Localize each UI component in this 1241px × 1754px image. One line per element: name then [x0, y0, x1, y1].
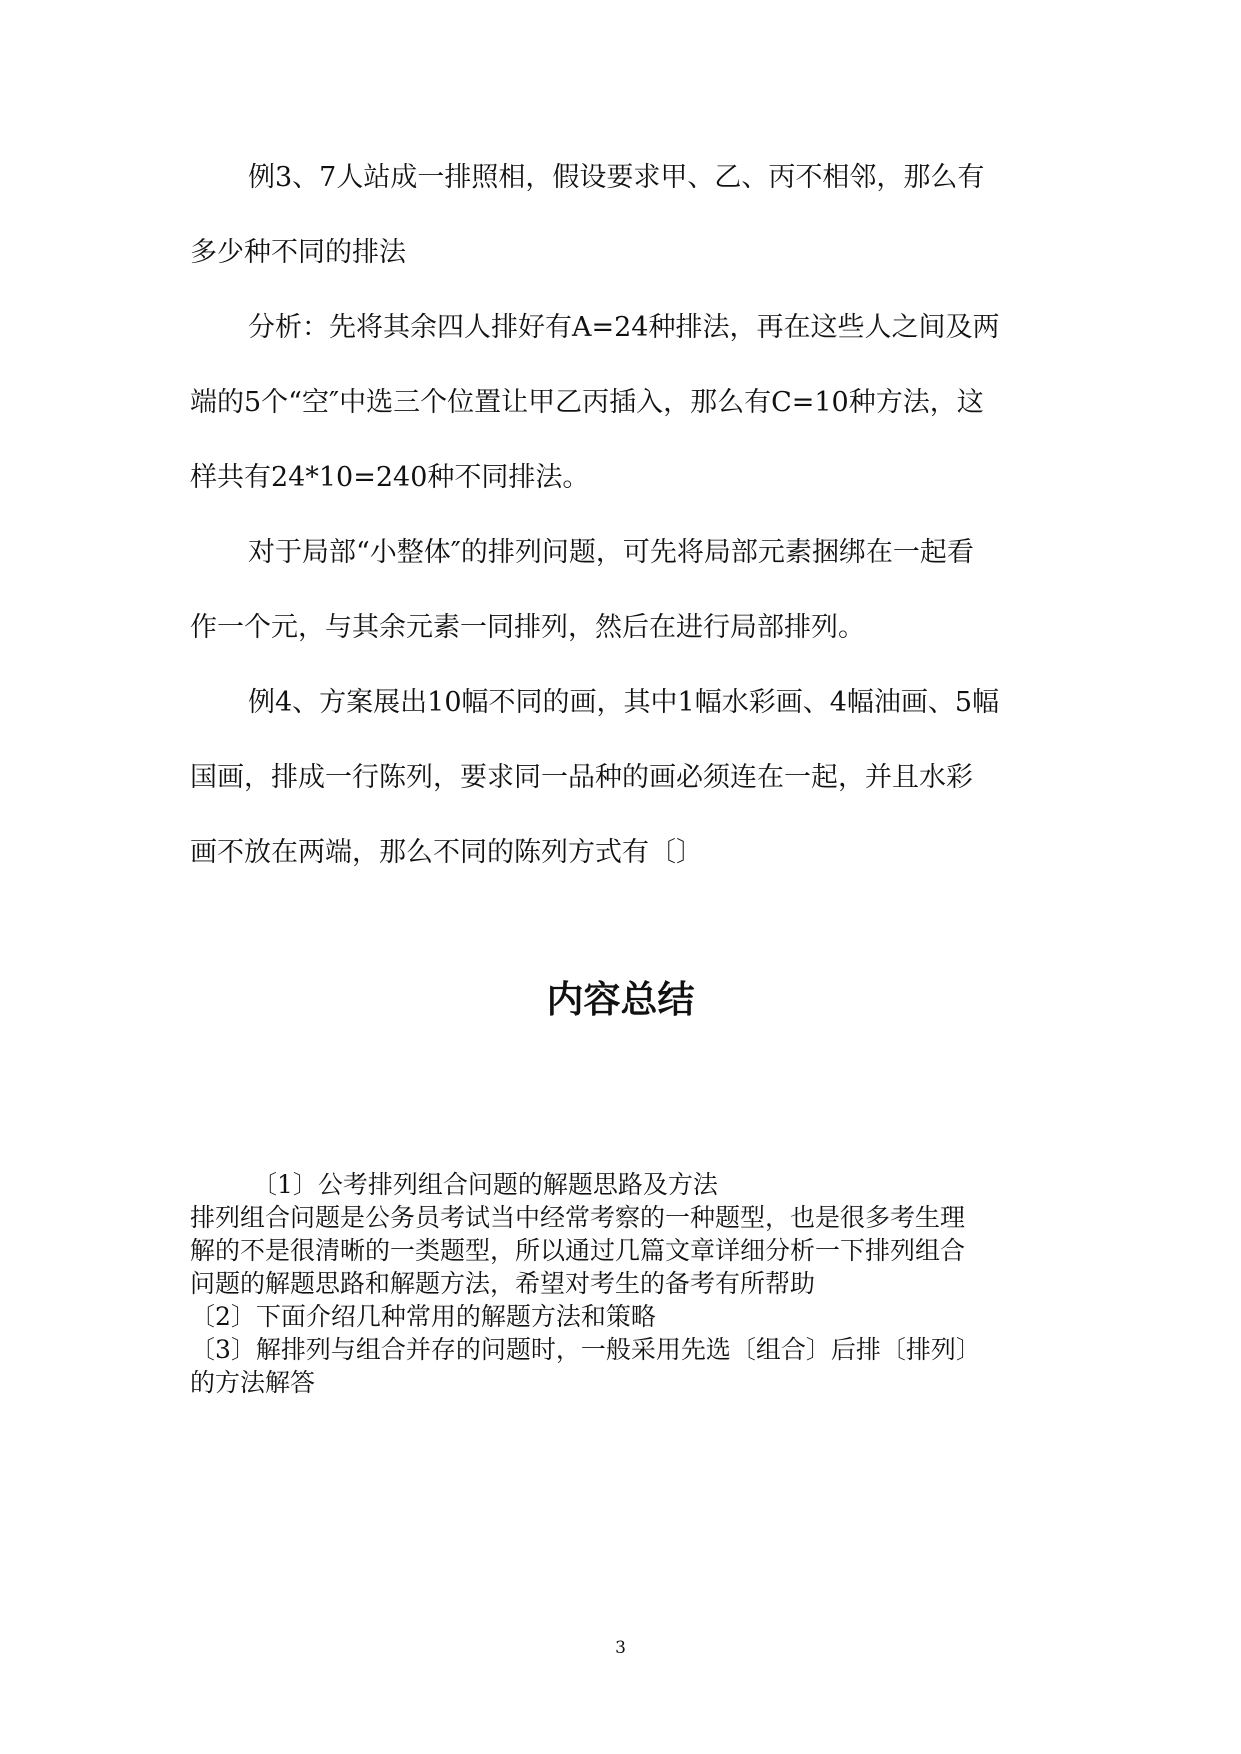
body-line: 画不放在两端，那么不同的陈列方式有〔〕 — [190, 837, 703, 868]
body-line: 例4、方案展出10幅不同的画，其中1幅水彩画、4幅油画、5幅 — [248, 687, 1000, 718]
summary-line: 解的不是很清晰的一类题型，所以通过几篇文章详细分析一下排列组合 — [190, 1236, 966, 1265]
body-line: 样共有24*10=240种不同排法。 — [190, 462, 590, 493]
body-line: 端的5个“空″中选三个位置让甲乙丙插入，那么有C=10种方法，这 — [190, 387, 984, 418]
page-number: 3 — [615, 1638, 626, 1658]
summary-line: 问题的解题思路和解题方法，希望对考生的备考有所帮助 — [190, 1269, 816, 1298]
section-title: 内容总结 — [546, 978, 695, 1021]
example-3-paragraph — [190, 140, 1060, 290]
summary-line: 〔1〕公考排列组合问题的解题思路及方法 — [252, 1170, 718, 1199]
bundling-method-paragraph — [190, 515, 1060, 665]
body-line: 作一个元，与其余元素一同排列，然后在进行局部排列。 — [190, 612, 865, 643]
summary-line: 〔2〕下面介绍几种常用的解题方法和策略 — [190, 1302, 656, 1331]
example-4-paragraph — [190, 665, 1060, 890]
analysis-paragraph — [190, 290, 1060, 515]
body-line: 例3、7人站成一排照相，假设要求甲、乙、丙不相邻，那么有 — [248, 162, 985, 193]
body-line: 国画，排成一行陈列，要求同一品种的画必须连在一起，并且水彩 — [190, 762, 973, 793]
summary-line: 排列组合问题是公务员考试当中经常考察的一种题型，也是很多考生理 — [190, 1203, 966, 1232]
summary-line: 〔3〕解排列与组合并存的问题时，一般采用先选〔组合〕后排〔排列〕 — [190, 1335, 981, 1364]
summary-line: 的方法解答 — [190, 1368, 316, 1397]
body-line: 分析：先将其余四人排好有A=24种排法，再在这些人之间及两 — [248, 312, 1000, 343]
summary-block — [190, 1168, 1070, 1399]
body-line: 多少种不同的排法 — [190, 237, 406, 268]
body-line: 对于局部“小整体″的排列问题，可先将局部元素捆绑在一起看 — [248, 537, 974, 568]
